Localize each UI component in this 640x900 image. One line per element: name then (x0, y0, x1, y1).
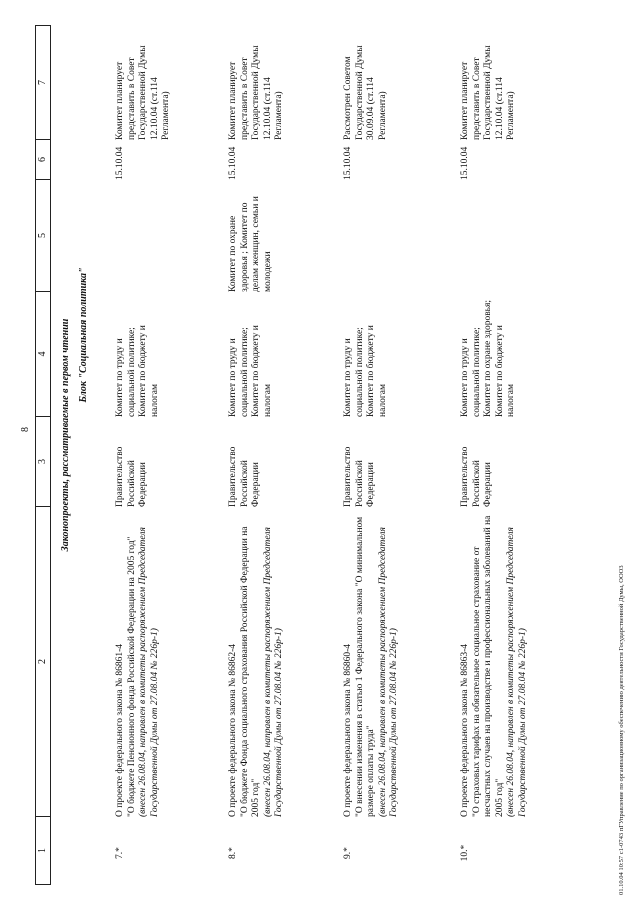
table-row (115, 25, 173, 885)
footer-stamp: 01.10.04 10:57 с1-0743 пГУправление по организационному обеспечению деятельности Государственной Думы, ООО3 (618, 565, 625, 895)
review-date: 15.10.04 (343, 146, 353, 180)
bill-title: О проекте федерального закона № 86863-4 (460, 643, 470, 817)
row-number: 8.* (228, 847, 238, 859)
bill-title: О проекте федерального закона № 86861-4 (115, 643, 125, 817)
row-description (460, 507, 530, 817)
co-committees: Комитет по охране здоровья ; Комитет по делам женщин, семьи и молодежи (228, 196, 273, 292)
section-title: Законопроекты, рассматриваемые в первом чтении (60, 318, 71, 552)
status-note: Комитет планирует представить в Совет Государственной Думы 12.10.04 (ст.114 Регламента) (228, 45, 285, 140)
column-number-1: 1 (36, 816, 50, 884)
bill-note: (внесен 26.08.04, направлен в комитеты распоряжением Председателя Государственной Думы от 27.08.04 № 226р-1) (377, 527, 400, 817)
column-number-6: 6 (36, 139, 50, 179)
status-note: Комитет планирует представить в Совет Государственной Думы 12.10.04 (ст.114 Регламента) (460, 45, 517, 140)
responsible-committees: Комитет по труду и социальной политике; Комитет по охране здоровья; Комитет по бюджету и налогам (460, 299, 517, 417)
bill-title: О проекте федерального закона № 86860-4 (343, 643, 353, 817)
column-number-3: 3 (36, 416, 50, 506)
column-number-5: 5 (36, 179, 50, 291)
column-number-7: 7 (37, 80, 48, 85)
block-title: Блок "Социальная политика" (78, 267, 89, 403)
review-date: 15.10.04 (228, 146, 238, 180)
review-date: 15.10.04 (115, 146, 125, 180)
bill-title: О проекте федерального закона № 86862-4 (228, 643, 238, 817)
responsible-committees: Комитет по труду и социальной политике; Комитет по бюджету и налогам (228, 325, 273, 417)
status-note: Рассмотрен Советом Государственной Думы 30.09.04 (ст.114 Регламента) (343, 45, 388, 140)
table-row (460, 25, 530, 885)
row-number: 7.* (115, 847, 125, 859)
table-row (228, 25, 286, 885)
review-date: 15.10.04 (460, 146, 470, 180)
initiator: Правительство Российской Федерации (460, 446, 494, 507)
column-number-4: 4 (36, 291, 50, 416)
row-number: 10.* (460, 844, 470, 862)
initiator: Правительство Российской Федерации (343, 446, 377, 507)
bill-subject: "О бюджете Фонда социального страхования Российской Федерации на 2005 год" (239, 526, 262, 817)
bill-subject: "О бюджете Пенсионного фонда Российской Федерации на 2005 год" (126, 536, 137, 817)
responsible-committees: Комитет по труду и социальной политике; Комитет по бюджету и налогам (343, 325, 388, 417)
page-number: 8 (20, 427, 31, 432)
row-number: 9.* (343, 847, 353, 859)
bill-note: (внесен 26.08.04, направлен в комитеты распоряжением Председателя Государственной Думы от 27.08.04 № 226р-1) (138, 527, 160, 817)
status-note: Комитет планирует представить в Совет Государственной Думы 12.10.04 (ст.114 Регламента) (115, 45, 172, 140)
table-row (343, 25, 401, 885)
row-description (343, 507, 401, 817)
bill-note: (внесен 26.08.04, направлен в комитеты распоряжением Председателя Государственной Думы от 27.08.04 № 226р-1) (262, 527, 285, 817)
initiator: Правительство Российской Федерации (228, 446, 262, 507)
co-committees (343, 180, 401, 292)
initiator: Правительство Российской Федерации (115, 446, 149, 507)
row-description (115, 507, 173, 817)
co-committees (460, 180, 530, 292)
bill-subject: "О страховых тарифах на обязательное социальное страхование от несчастных случаев на производстве и профессиональных заболеваний на 2005 год" (471, 515, 505, 817)
column-number-header (35, 25, 51, 885)
co-committees (115, 180, 173, 292)
row-description (228, 507, 286, 817)
column-number-2: 2 (36, 506, 50, 816)
responsible-committees: Комитет по труду и социальной политике; Комитет по бюджету и налогам (115, 325, 160, 417)
bill-subject: "О внесении изменения в статью 1 Федерального закона "О минимальном размере оплаты труда" (354, 516, 377, 817)
bill-note: (внесен 26.08.04, направлен в комитеты распоряжением Председателя Государственной Думы от 27.08.04 № 226р-1) (506, 527, 528, 817)
rotated-page (20, 25, 625, 895)
